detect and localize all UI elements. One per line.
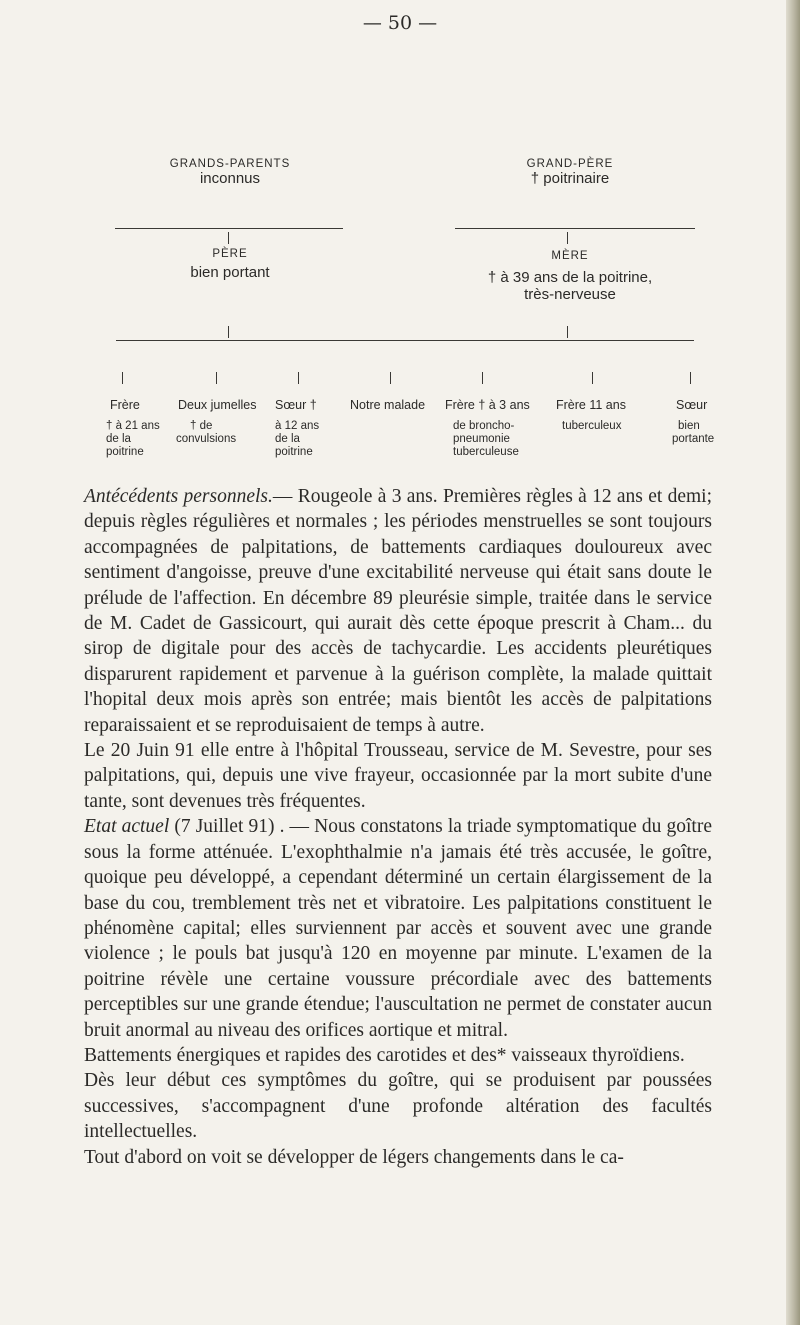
sibling-tick-2 — [216, 372, 217, 384]
sibling-detail: † à 21 ans — [106, 420, 160, 432]
heading-antecedents: Antécédents personnels. — [84, 486, 273, 507]
grandparents-line-right — [455, 228, 695, 229]
sibling-patient — [350, 398, 460, 412]
sibling-tick-6 — [592, 372, 593, 384]
grandfather-value: † poitrinaire — [530, 170, 610, 187]
sibling-name: Frère † à 3 ans — [445, 398, 530, 412]
paragraph-battements: Battements énergiques et rapides des carotides et des* vaisseaux thyroïdiens. — [84, 1044, 685, 1066]
sibling-detail: convulsions — [176, 433, 237, 445]
sibling-brother-2 — [445, 398, 555, 459]
sibling-detail: tuberculeux — [562, 420, 622, 432]
sibling-detail: portante — [672, 433, 715, 445]
mother-value-line2: très-nerveuse — [524, 286, 616, 303]
mother-down-tick — [567, 326, 568, 338]
page-number: — 50 — — [362, 12, 438, 34]
mother-label: MÈRE — [551, 250, 589, 262]
paragraph-admission: Le 20 Juin 91 elle entre à l'hôpital Trousseau, service de M. Sevestre, pour ses palpitations, qui, depuis une vive frayeur, occasionnée par la mort subite d'une tante, sont devenues très fréquentes. — [84, 740, 712, 812]
sibling-name: Frère 11 ans — [556, 398, 626, 412]
sibling-name: Sœur — [676, 398, 708, 412]
grandparents-label: GRANDS-PARENTS — [169, 158, 291, 170]
sibling-name: Sœur † — [275, 398, 317, 412]
sibling-brother-3 — [556, 398, 666, 433]
sibling-detail: tuberculeuse — [453, 446, 519, 458]
sibling-tick-1 — [122, 372, 123, 384]
mother-value-line1: † à 39 ans de la poitrine, — [487, 269, 653, 286]
sibling-detail: à 12 ans — [275, 420, 320, 432]
paragraph-debut: Dès leur début ces symptômes du goître, qui se produisent par poussées successives, s'accompagnent d'une profonde altération des facultés intellectuelles. — [84, 1070, 712, 1143]
father-label: PÈRE — [212, 248, 248, 260]
grandparents-line-left — [115, 228, 343, 229]
parents-line — [116, 340, 694, 341]
father-down-tick — [228, 326, 229, 338]
sibling-detail: de la — [275, 433, 300, 445]
sibling-tick-4 — [390, 372, 391, 384]
mother-tick — [567, 232, 568, 244]
sibling-detail: de broncho- — [453, 420, 515, 432]
sibling-detail: poitrine — [275, 446, 313, 458]
paragraph-tout-dabord: Tout d'abord on voit se développer de légers changements dans le ca- — [84, 1146, 624, 1168]
antecedents-text: — Rougeole à 3 ans. Premières règles à 12 ans et demi; depuis règles régulières et normales ; les périodes menstruelles se sont toujours accompagnées de palpitations, de battements cardiaques douloureux avec sentiment d'angoisse, preuve d'une excitabilité nerveuse qui était sans doute le prélude de l'affection. En décembre 89 pleurésie simple, traitée dans le service de M. Cadet de Gassicourt, qui aurait dès cette époque prescrit à Cham... du sirop de digitale pour des accès de tachycardie. Les accidents pleurétiques disparurent rapidement et parvenue à la guérison complète, la malade quittait l'hopital deux mois après son entrée; mais bientôt les accès de palpitations reparaissaient et se reproduisaient de temps à autre. — [84, 486, 712, 736]
sibling-detail: pneumonie — [453, 433, 510, 445]
sibling-name: Frère — [110, 398, 140, 412]
father — [120, 248, 340, 281]
grandfather-right — [440, 158, 700, 187]
sibling-tick-3 — [298, 372, 299, 384]
sibling-name: Deux jumelles — [178, 398, 257, 412]
sibling-detail: de la — [106, 433, 131, 445]
sibling-sister-2 — [672, 398, 736, 446]
paragraph-etat-actuel — [84, 814, 712, 1043]
father-value: bien portant — [190, 264, 270, 281]
sibling-tick-7 — [690, 372, 691, 384]
sibling-name: Notre malade — [350, 398, 426, 412]
grandparents-value: inconnus — [199, 170, 261, 187]
grandparents-left — [120, 158, 340, 187]
page-edge — [786, 0, 800, 1325]
mother — [430, 248, 710, 303]
sibling-detail: bien — [678, 420, 700, 432]
grandfather-label: GRAND-PÈRE — [526, 158, 614, 170]
sibling-tick-5 — [482, 372, 483, 384]
sibling-detail: † de — [190, 420, 213, 432]
father-tick — [228, 232, 229, 244]
heading-etat-actuel: Etat actuel — [84, 816, 170, 838]
sibling-twins — [178, 398, 288, 446]
paragraph-antecedents — [84, 484, 712, 738]
body-text — [84, 484, 712, 1170]
etat-actuel-text: (7 Juillet 91) . — Nous constatons la triade symptomatique du goître sous la forme atténuée. L'exophthalmie n'a jamais été très accusée, le goître, quoique peu développé, a cependant déterminé un certain élargissement de la base du cou, tremblement très net et vibratoire. Les palpitations constituent le phénomène capital; elles surviennent par accès et souvent avec une grande violence ; le pouls bat jusqu'à 120 en moyenne par minute. L'examen de la poitrine révèle une certaine voussure précordiale avec des battements perceptibles sur une grande étendue; l'auscultation ne permet de constater aucun bruit anormal au niveau des orifices aortique et mitral. — [84, 816, 712, 1041]
sibling-detail: poitrine — [106, 446, 144, 458]
